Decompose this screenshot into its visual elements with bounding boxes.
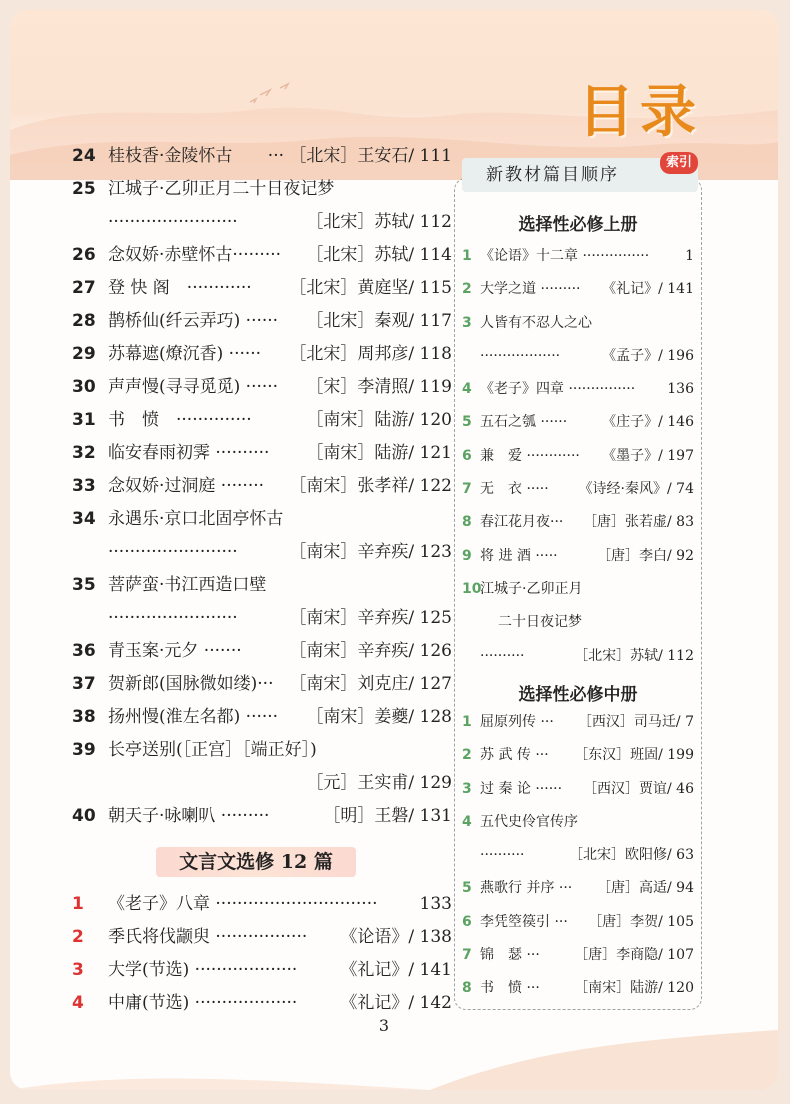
toc-entry [462,972,694,1005]
entry-author-page: ［元］王实甫/ 129 [306,773,452,793]
entry-author-page: 《诗经·秦风》/ 74 [578,481,694,498]
toc-entry [72,338,452,371]
entry-number: 2 [462,281,472,298]
toc-entry [462,473,694,506]
entry-author-page: 《论语》/ 138 [340,927,452,947]
toc-entry [72,701,452,734]
entry-number: 33 [72,476,96,496]
book2-heading: 选择性必修中册 [518,685,638,705]
entry-number: 4 [462,813,472,830]
entry-title: 念奴娇·过洞庭 ········ [108,476,265,496]
entry-title: ·········· [480,647,525,664]
toc-entry [72,954,452,987]
entry-number: 32 [72,443,96,463]
entry-author-page: ［南宋］姜夔/ 128 [306,707,452,727]
entry-title: 季氏将伐颛臾 ················· [108,927,308,947]
section-title-bar: 文言文选修 12 篇 [156,847,356,877]
entry-author-page: ［南宋］陆游/ 120 [306,410,452,430]
entry-number: 2 [462,747,472,764]
toc-entry [72,470,452,503]
entry-title: 五代史伶官传序 [480,813,578,830]
entry-number: 30 [72,377,96,397]
entry-title: 中庸(节选) ··················· [108,993,298,1013]
toc-entry [72,404,452,437]
toc-entry [462,240,694,273]
entry-number: 38 [72,707,96,727]
entry-author-page: ［西汉］司马迁/ 7 [577,714,694,730]
entry-title: 人皆有不忍人之心 [480,314,592,331]
entry-author-page: ［宋］李清照/ 119 [306,377,452,397]
entry-author-page: ［北宋］秦观/ 117 [306,311,452,331]
toc-entry [72,371,452,404]
toc-entry [462,506,694,539]
entry-author-page: 《礼记》/ 142 [340,993,452,1013]
entry-number: 2 [72,927,84,947]
entry-title: ························ [108,542,238,562]
toc-entry [72,272,452,305]
entry-title: 声声慢(寻寻觅觅) ······ [108,377,279,397]
entry-title: 二十日夜记梦 [498,614,582,631]
entry-author-page: ［南宋］张孝祥/ 122 [289,476,452,496]
toc-entry [462,773,694,806]
entry-title: 扬州慢(淮左名都) ······ [108,707,279,727]
entry-author-page: 《庄子》/ 146 [602,414,694,431]
toc-entry [72,767,452,800]
toc-entry [462,340,694,373]
entry-author-page: 《礼记》/ 141 [340,960,452,980]
book1-list [462,240,694,673]
toc-entry [462,406,694,439]
entry-author-page: 136 [667,381,694,398]
entry-number: 9 [462,547,472,564]
entry-title: 兼 爱 ············ [480,447,580,464]
toc-entry [462,640,694,673]
toc-entry [72,635,452,668]
entry-number: 35 [72,575,96,595]
entry-title: 燕歌行 并序 ··· [480,880,573,897]
entry-title: 江城子·乙卯正月 [480,580,583,597]
book1-heading: 选择性必修上册 [518,215,638,235]
entry-author-page: ［南宋］刘克庄/ 127 [289,674,452,694]
entry-title: 念奴娇·赤壁怀古········· [108,245,282,265]
entry-number: 6 [462,447,472,464]
entry-title: 书 愤 ··· [480,980,540,997]
entry-title: 登 快 阁 ············ [108,278,252,298]
toc-entry [462,373,694,406]
toc-entry [462,906,694,939]
entry-author-page: 《孟子》/ 196 [602,347,694,364]
toc-entry [462,540,694,573]
toc-entry [462,573,694,606]
entry-title: 苏幕遮(燎沉香) ······ [108,344,262,364]
toc-entry [462,307,694,340]
entry-number: 8 [462,514,472,531]
entry-title: 长亭送别(［正宫］［端正好］) [108,740,317,760]
toc-entry [462,839,694,872]
entry-number: 3 [462,314,472,331]
toc-entry [72,140,452,173]
toc-entry [72,800,452,833]
entry-number: 5 [462,880,472,897]
entry-author-page: ［北宋］周邦彦/ 118 [289,344,452,364]
entry-title: 《老子》八章 ······························ [108,894,378,914]
entry-title: 五石之瓠 ······ [480,414,568,431]
index-badge: 索引 [660,152,698,174]
entry-author-page: ［北宋］苏轼/ 112 [306,212,452,232]
entry-title: 鹊桥仙(纤云弄巧) ······ [108,311,279,331]
toc-left-section2 [72,888,452,1020]
entry-number: 1 [462,714,472,730]
entry-number: 40 [72,806,96,826]
toc-entry [462,939,694,972]
entry-author-page: 1 [685,248,694,264]
index-heading: 新教材篇目顺序 [462,158,698,192]
toc-entry [72,569,452,602]
entry-title: 大学(节选) ··················· [108,960,298,980]
entry-title: 苏 武 传 ··· [480,747,549,764]
toc-entry [462,872,694,905]
toc-entry [72,888,452,921]
toc-entry [462,739,694,772]
entry-title: ·········· [480,847,525,864]
entry-number: 29 [72,344,96,364]
entry-author-page: ［南宋］陆游/ 120 [574,980,694,997]
entry-title: 过 秦 论 ······ [480,780,563,797]
entry-title: 屈原列传 ··· [480,714,554,730]
toc-entry [462,706,694,739]
entry-author-page: ［北宋］黄庭坚/ 115 [289,278,452,298]
entry-author-page: ［南宋］陆游/ 121 [306,443,452,463]
entry-title: 桂枝香·金陵怀古 [108,146,233,166]
page-number: 3 [378,1016,390,1035]
entry-number: 28 [72,311,96,331]
entry-author-page: ［唐］李贺/ 105 [588,913,694,930]
toc-entry [72,536,452,569]
entry-number: 10 [462,580,482,597]
toc-entry [72,602,452,635]
entry-number: 4 [72,993,84,1013]
toc-entry [72,437,452,470]
entry-author-page: ［西汉］贾谊/ 46 [583,780,694,797]
entry-title: 春江花月夜··· [480,514,564,531]
entry-number: 8 [462,980,472,997]
toc-entry [72,305,452,338]
entry-author-page: ［唐］李商隐/ 107 [574,947,694,964]
entry-author-page: ［唐］高适/ 94 [597,880,694,897]
entry-title: ·················· [480,347,561,364]
entry-title: 永遇乐·京口北固亭怀古 [108,509,284,529]
entry-number: 26 [72,245,96,265]
toc-entry [72,734,452,767]
entry-title: ························ [108,212,238,232]
entry-number: 24 [72,146,96,166]
entry-author-page: ［东汉］班固/ 199 [574,747,694,764]
entry-number: 7 [462,947,472,964]
entry-number: 34 [72,509,96,529]
entry-title: 大学之道 ········· [480,281,581,298]
toc-entry [72,668,452,701]
entry-number: 39 [72,740,96,760]
entry-author-page: ［明］王磐/ 131 [323,806,452,826]
toc-entry [462,606,694,639]
entry-title: 江城子·乙卯正月二十日夜记梦 [108,179,335,199]
entry-title: 将 进 酒 ····· [480,547,558,564]
toc-entry [462,273,694,306]
entry-number: 6 [462,913,472,930]
entry-number: 37 [72,674,96,694]
entry-author-page: ··· ［北宋］王安石/ 111 [267,146,452,166]
entry-title: ························ [108,608,238,628]
toc-entry [462,806,694,839]
entry-number: 4 [462,381,472,398]
entry-title: 临安春雨初霁 ·········· [108,443,270,463]
entry-author-page: ［南宋］辛弃疾/ 126 [289,641,452,661]
entry-author-page: ［北宋］欧阳修/ 63 [569,847,694,864]
entry-author-page: ［唐］李白/ 92 [597,547,694,564]
entry-title: 贺新郎(国脉微如缕)··· [108,674,274,694]
entry-number: 5 [462,414,472,431]
toc-left-column [72,140,452,833]
entry-title: 青玉案·元夕 ······· [108,641,242,661]
toc-entry [72,503,452,536]
entry-number: 27 [72,278,96,298]
entry-number: 3 [462,780,472,797]
entry-author-page: ［南宋］辛弃疾/ 123 [289,542,452,562]
entry-title: 李凭箜篌引 ··· [480,913,568,930]
entry-number: 36 [72,641,96,661]
entry-number: 31 [72,410,96,430]
entry-author-page: 133 [419,894,452,914]
toc-entry [72,921,452,954]
entry-title: 朝天子·咏喇叭 ········· [108,806,270,826]
entry-author-page: 《墨子》/ 197 [602,447,694,464]
entry-number: 1 [462,248,472,264]
entry-title: 《论语》十二章 ··············· [480,248,650,264]
entry-number: 3 [72,960,84,980]
entry-title: 《老子》四章 ··············· [480,381,636,398]
entry-author-page: 《礼记》/ 141 [602,281,694,298]
entry-number: 25 [72,179,96,199]
entry-title: 无 衣 ····· [480,481,549,498]
toc-entry [72,206,452,239]
entry-author-page: ［唐］张若虚/ 83 [583,514,694,531]
page-title: 目录 [578,80,702,145]
entry-title: 书 愤 ·············· [108,410,252,430]
entry-number: 1 [72,894,84,914]
entry-author-page: ［南宋］辛弃疾/ 125 [289,608,452,628]
entry-author-page: ［北宋］苏轼/ 112 [574,647,694,664]
toc-entry [72,173,452,206]
book2-list [462,706,694,1006]
entry-title: 锦 瑟 ··· [480,947,540,964]
toc-entry [72,239,452,272]
entry-number: 7 [462,481,472,498]
toc-entry [462,440,694,473]
entry-title: 菩萨蛮·书江西造口壁 [108,575,267,595]
entry-author-page: ［北宋］苏轼/ 114 [306,245,452,265]
